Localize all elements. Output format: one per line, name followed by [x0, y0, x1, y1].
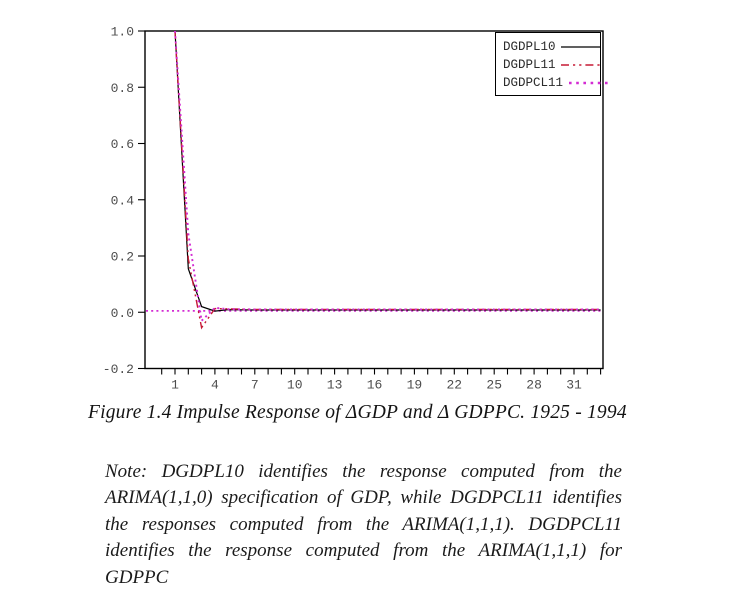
legend-label-dgdpcl11: DGDPCL11 [503, 75, 564, 90]
svg-text:19: 19 [406, 377, 423, 393]
svg-text:10: 10 [286, 377, 303, 393]
svg-text:13: 13 [326, 377, 343, 393]
svg-text:0.8: 0.8 [110, 80, 134, 96]
y-axis-ticks [138, 31, 145, 369]
solid-line-sample-icon [560, 44, 602, 50]
x-axis-ticks [162, 369, 601, 375]
figure-caption: Figure 1.4 Impulse Response of ΔGDP and Δ GDPPC. 1925 - 1994 [88, 402, 627, 423]
note-line: GDPPC [105, 566, 169, 588]
chart-legend [495, 32, 601, 96]
svg-text:0.4: 0.4 [110, 193, 134, 209]
legend-row-dgdpl10 [503, 38, 593, 55]
note-line: ARIMA(1,1,0) specification of GDP, while DGDPCL11 identifies [105, 487, 622, 509]
svg-text:28: 28 [526, 377, 542, 393]
svg-text:-0.2: -0.2 [102, 362, 134, 377]
svg-text:22: 22 [446, 377, 463, 393]
svg-text:31: 31 [566, 377, 582, 393]
legend-label-dgdpl10: DGDPL10 [503, 39, 556, 54]
svg-text:0.0: 0.0 [110, 305, 134, 321]
svg-text:1: 1 [171, 377, 179, 393]
figure-note [105, 459, 622, 591]
svg-text:0.6: 0.6 [110, 137, 134, 152]
svg-text:1.0: 1.0 [110, 24, 134, 40]
x-axis-labels [171, 378, 582, 393]
dotted-line-sample-icon [567, 80, 609, 86]
svg-text:7: 7 [250, 377, 259, 393]
legend-row-dgdpl11 [503, 56, 593, 73]
note-line: the responses computed from the ARIMA(1,1,1). DGDPCL11 [105, 513, 622, 535]
note-line: Note: DGDPL10 identifies the response computed from the [105, 461, 622, 482]
dash-dot-line-sample-icon [560, 62, 602, 68]
svg-text:25: 25 [486, 377, 503, 393]
svg-text:0.2: 0.2 [110, 249, 134, 265]
svg-text:16: 16 [366, 377, 383, 393]
legend-row-dgdpcl11 [503, 74, 593, 91]
svg-text:4: 4 [210, 377, 219, 393]
y-axis-labels [103, 25, 134, 378]
legend-label-dgdpl11: DGDPL11 [503, 57, 556, 72]
note-line: identifies the response computed from the ARIMA(1,1,1) for [105, 540, 622, 562]
